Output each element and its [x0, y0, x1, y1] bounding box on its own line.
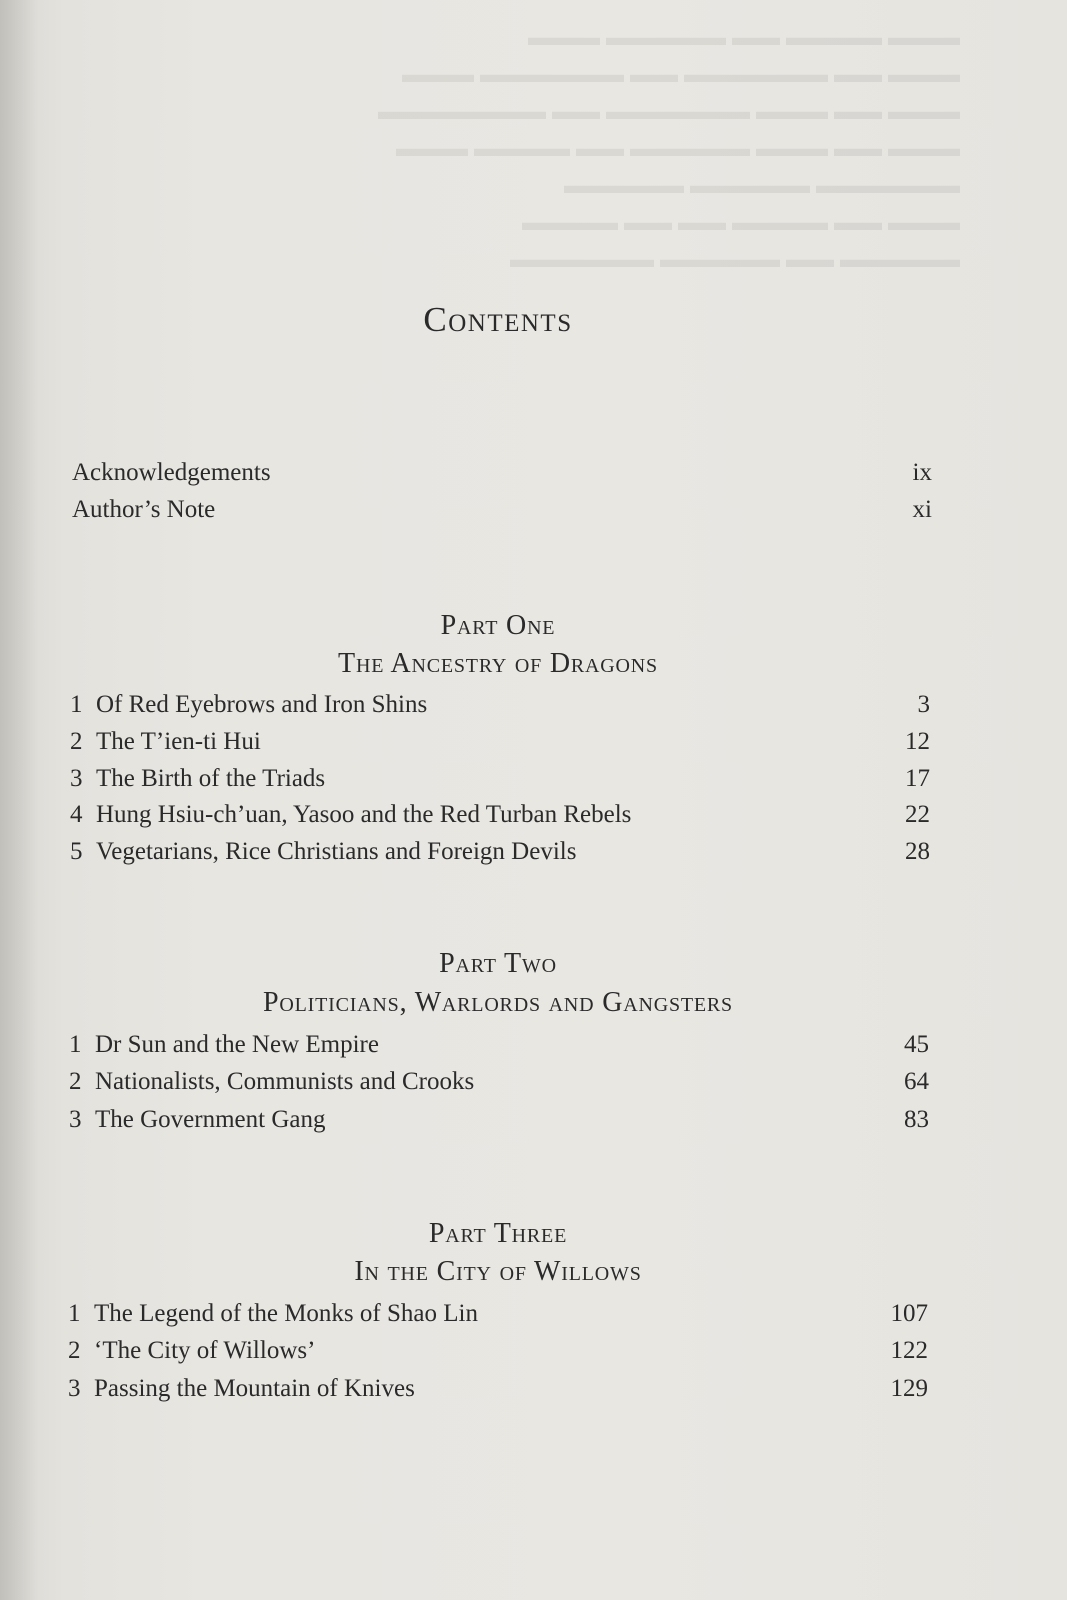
chapter-row[interactable] — [70, 724, 930, 760]
chapter-page: 64 — [904, 1068, 929, 1095]
chapter-number: 1 — [68, 1300, 81, 1327]
part-three-heading: Part Three — [428, 1218, 568, 1249]
part-two-heading: Part Two — [439, 948, 557, 979]
chapter-title: Passing the Mountain of Knives — [94, 1375, 415, 1402]
chapter-title: The Government Gang — [95, 1106, 326, 1133]
front-matter-page: ix — [912, 459, 932, 486]
front-matter-label: Author’s Note — [72, 496, 216, 523]
chapter-title: Of Red Eyebrows and Iron Shins — [96, 691, 428, 718]
chapter-row[interactable] — [69, 1027, 929, 1063]
front-matter-row[interactable] — [72, 455, 932, 491]
chapter-row[interactable] — [70, 797, 930, 833]
chapter-row[interactable] — [69, 1064, 929, 1100]
chapter-row[interactable] — [68, 1333, 928, 1369]
chapter-number: 1 — [69, 1031, 82, 1058]
chapter-page: 3 — [917, 691, 930, 718]
front-matter-page: xi — [912, 496, 932, 523]
chapter-number: 1 — [70, 691, 83, 718]
front-matter-row[interactable] — [72, 492, 932, 528]
chapter-page: 22 — [905, 801, 930, 828]
chapter-title: Dr Sun and the New Empire — [95, 1031, 379, 1058]
chapter-row[interactable] — [70, 834, 930, 870]
chapter-title: Vegetarians, Rice Christians and Foreign Devils — [96, 838, 577, 865]
chapter-title: The Birth of the Triads — [96, 765, 326, 792]
part-two-subtitle: Politicians, Warlords and Gangsters — [263, 987, 733, 1018]
chapter-title: Hung Hsiu-ch’uan, Yasoo and the Red Turban Rebels — [96, 801, 632, 828]
chapter-page: 12 — [905, 728, 930, 755]
chapter-number: 2 — [69, 1068, 82, 1095]
chapter-row[interactable] — [70, 687, 930, 723]
chapter-number: 2 — [70, 728, 83, 755]
chapter-title: The T’ien-ti Hui — [96, 728, 261, 755]
chapter-page: 17 — [905, 765, 930, 792]
chapter-page: 129 — [890, 1375, 928, 1402]
page-gutter-shadow — [0, 0, 38, 1600]
chapter-page: 83 — [904, 1106, 929, 1133]
chapter-number: 2 — [68, 1337, 81, 1364]
chapter-row[interactable] — [69, 1102, 929, 1138]
chapter-page: 28 — [905, 838, 930, 865]
chapter-page: 122 — [890, 1337, 928, 1364]
chapter-title: The Legend of the Monks of Shao Lin — [94, 1300, 478, 1327]
chapter-number: 5 — [70, 838, 83, 865]
chapter-title: ‘The City of Willows’ — [94, 1337, 316, 1364]
chapter-number: 3 — [69, 1106, 82, 1133]
chapter-number: 3 — [68, 1375, 81, 1402]
chapter-number: 3 — [70, 765, 83, 792]
part-three-subtitle: In the City of Willows — [354, 1256, 642, 1287]
part-one-heading: Part One — [440, 610, 556, 641]
chapter-number: 4 — [70, 801, 83, 828]
chapter-title: Nationalists, Communists and Crooks — [95, 1068, 475, 1095]
contents-title: Contents — [423, 300, 573, 339]
chapter-row[interactable] — [68, 1296, 928, 1332]
chapter-page: 107 — [890, 1300, 928, 1327]
show-through-texture: ▬▬▬ ▬▬▬▬ ▬▬ ▬▬▬▬▬ ▬▬▬ ▬▬▬ ▬▬ ▬▬▬▬▬▬ ▬▬ ▬▬▬▬▬▬ ▬▬▬ ▬▬▬ ▬▬ ▬▬▬ ▬▬▬▬▬▬ ▬▬ ▬▬▬▬▬▬▬ ▬▬▬ ▬▬ ▬▬▬ ▬▬▬▬▬ ▬▬ ▬▬▬▬ ▬▬▬ ▬▬▬▬▬▬ ▬▬▬▬▬ ▬▬▬▬▬ ▬▬▬ ▬▬ ▬▬▬▬ ▬▬ ▬▬ ▬▬▬▬ ▬▬▬▬▬ ▬▬ ▬▬▬▬▬ ▬▬▬▬▬▬ — [378, 25, 960, 273]
chapter-row[interactable] — [68, 1371, 928, 1407]
chapter-page: 45 — [904, 1031, 929, 1058]
part-one-subtitle: The Ancestry of Dragons — [338, 648, 658, 679]
chapter-row[interactable] — [70, 761, 930, 797]
front-matter-label: Acknowledgements — [72, 459, 271, 486]
